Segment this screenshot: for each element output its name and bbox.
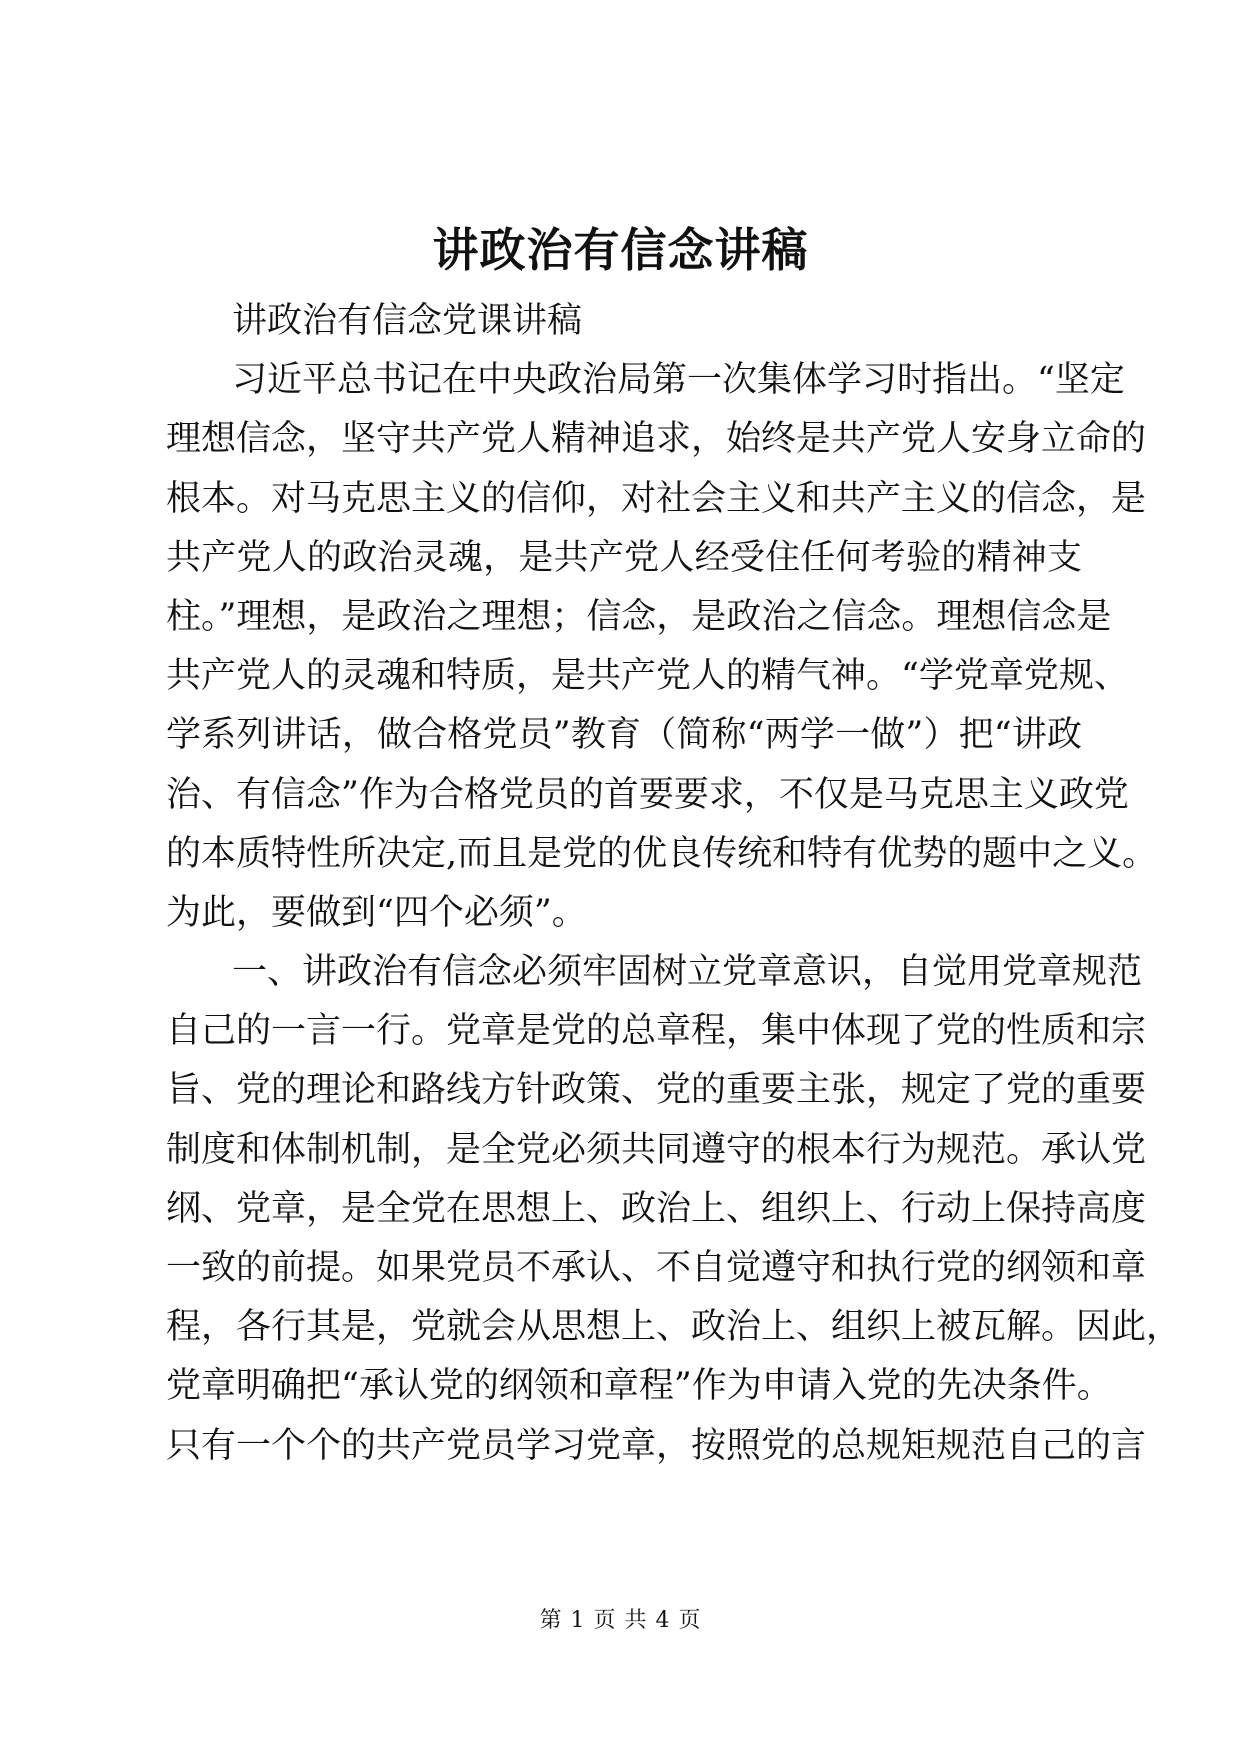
- text-line: 柱。”理想，是政治之理想；信念，是政治之信念。理想信念是: [166, 596, 1112, 637]
- text-line: 共产党人的灵魂和特质，是共产党人的精气神。“学党章党规、: [166, 656, 1129, 697]
- text-line: 习近平总书记在中央政治局第一次集体学习时指出。“坚定: [232, 360, 1125, 401]
- text-line: 讲政治有信念党课讲稿: [232, 301, 583, 341]
- text-line: 学系列讲话，做合格党员”教育（简称“两学一做”）把“讲政: [166, 715, 1082, 756]
- document-title: 讲政治有信念讲稿: [432, 223, 809, 277]
- text-line: 旨、党的理论和路线方针政策、党的重要主张，规定了党的重要: [166, 1070, 1147, 1111]
- page-footer: 第 1 页 共 4 页: [539, 1608, 702, 1633]
- text-line: 为此，要做到“四个必须”。: [166, 892, 587, 933]
- text-line: 治、有信念”作为合格党员的首要要求，不仅是马克思主义政党: [166, 774, 1129, 815]
- text-line: 理想信念，坚守共产党人精神追求，始终是共产党人安身立命的: [166, 419, 1147, 460]
- text-line: 纲、党章，是全党在思想上、政治上、组织上、行动上保持高度: [166, 1188, 1147, 1229]
- text-line: 程，各行其是，党就会从思想上、政治上、组织上被瓦解。因此，: [166, 1307, 1182, 1348]
- text-line: 一致的前提。如果党员不承认、不自觉遵守和执行党的纲领和章: [166, 1248, 1147, 1288]
- text-line: 一、讲政治有信念必须牢固树立党章意识，自觉用党章规范: [232, 952, 1143, 993]
- text-line: 只有一个个的共产党员学习党章，按照党的总规矩规范自己的言: [166, 1425, 1147, 1466]
- document-body: [166, 292, 1182, 1476]
- text-line: 党章明确把“承认党的纲领和章程”作为申请入党的先决条件。: [166, 1366, 1112, 1407]
- text-line: 根本。对马克思主义的信仰，对社会主义和共产主义的信念，是: [166, 478, 1147, 519]
- text-line: 的本质特性所决定,而且是党的优良传统和特有优势的题中之义。: [166, 833, 1158, 874]
- text-line: 自己的一言一行。党章是党的总章程，集中体现了党的性质和宗: [166, 1011, 1147, 1052]
- text-line: 共产党人的政治灵魂，是共产党人经受住任何考验的精神支: [166, 537, 1082, 578]
- text-line: 制度和体制机制，是全党必须共同遵守的根本行为规范。承认党: [166, 1129, 1147, 1170]
